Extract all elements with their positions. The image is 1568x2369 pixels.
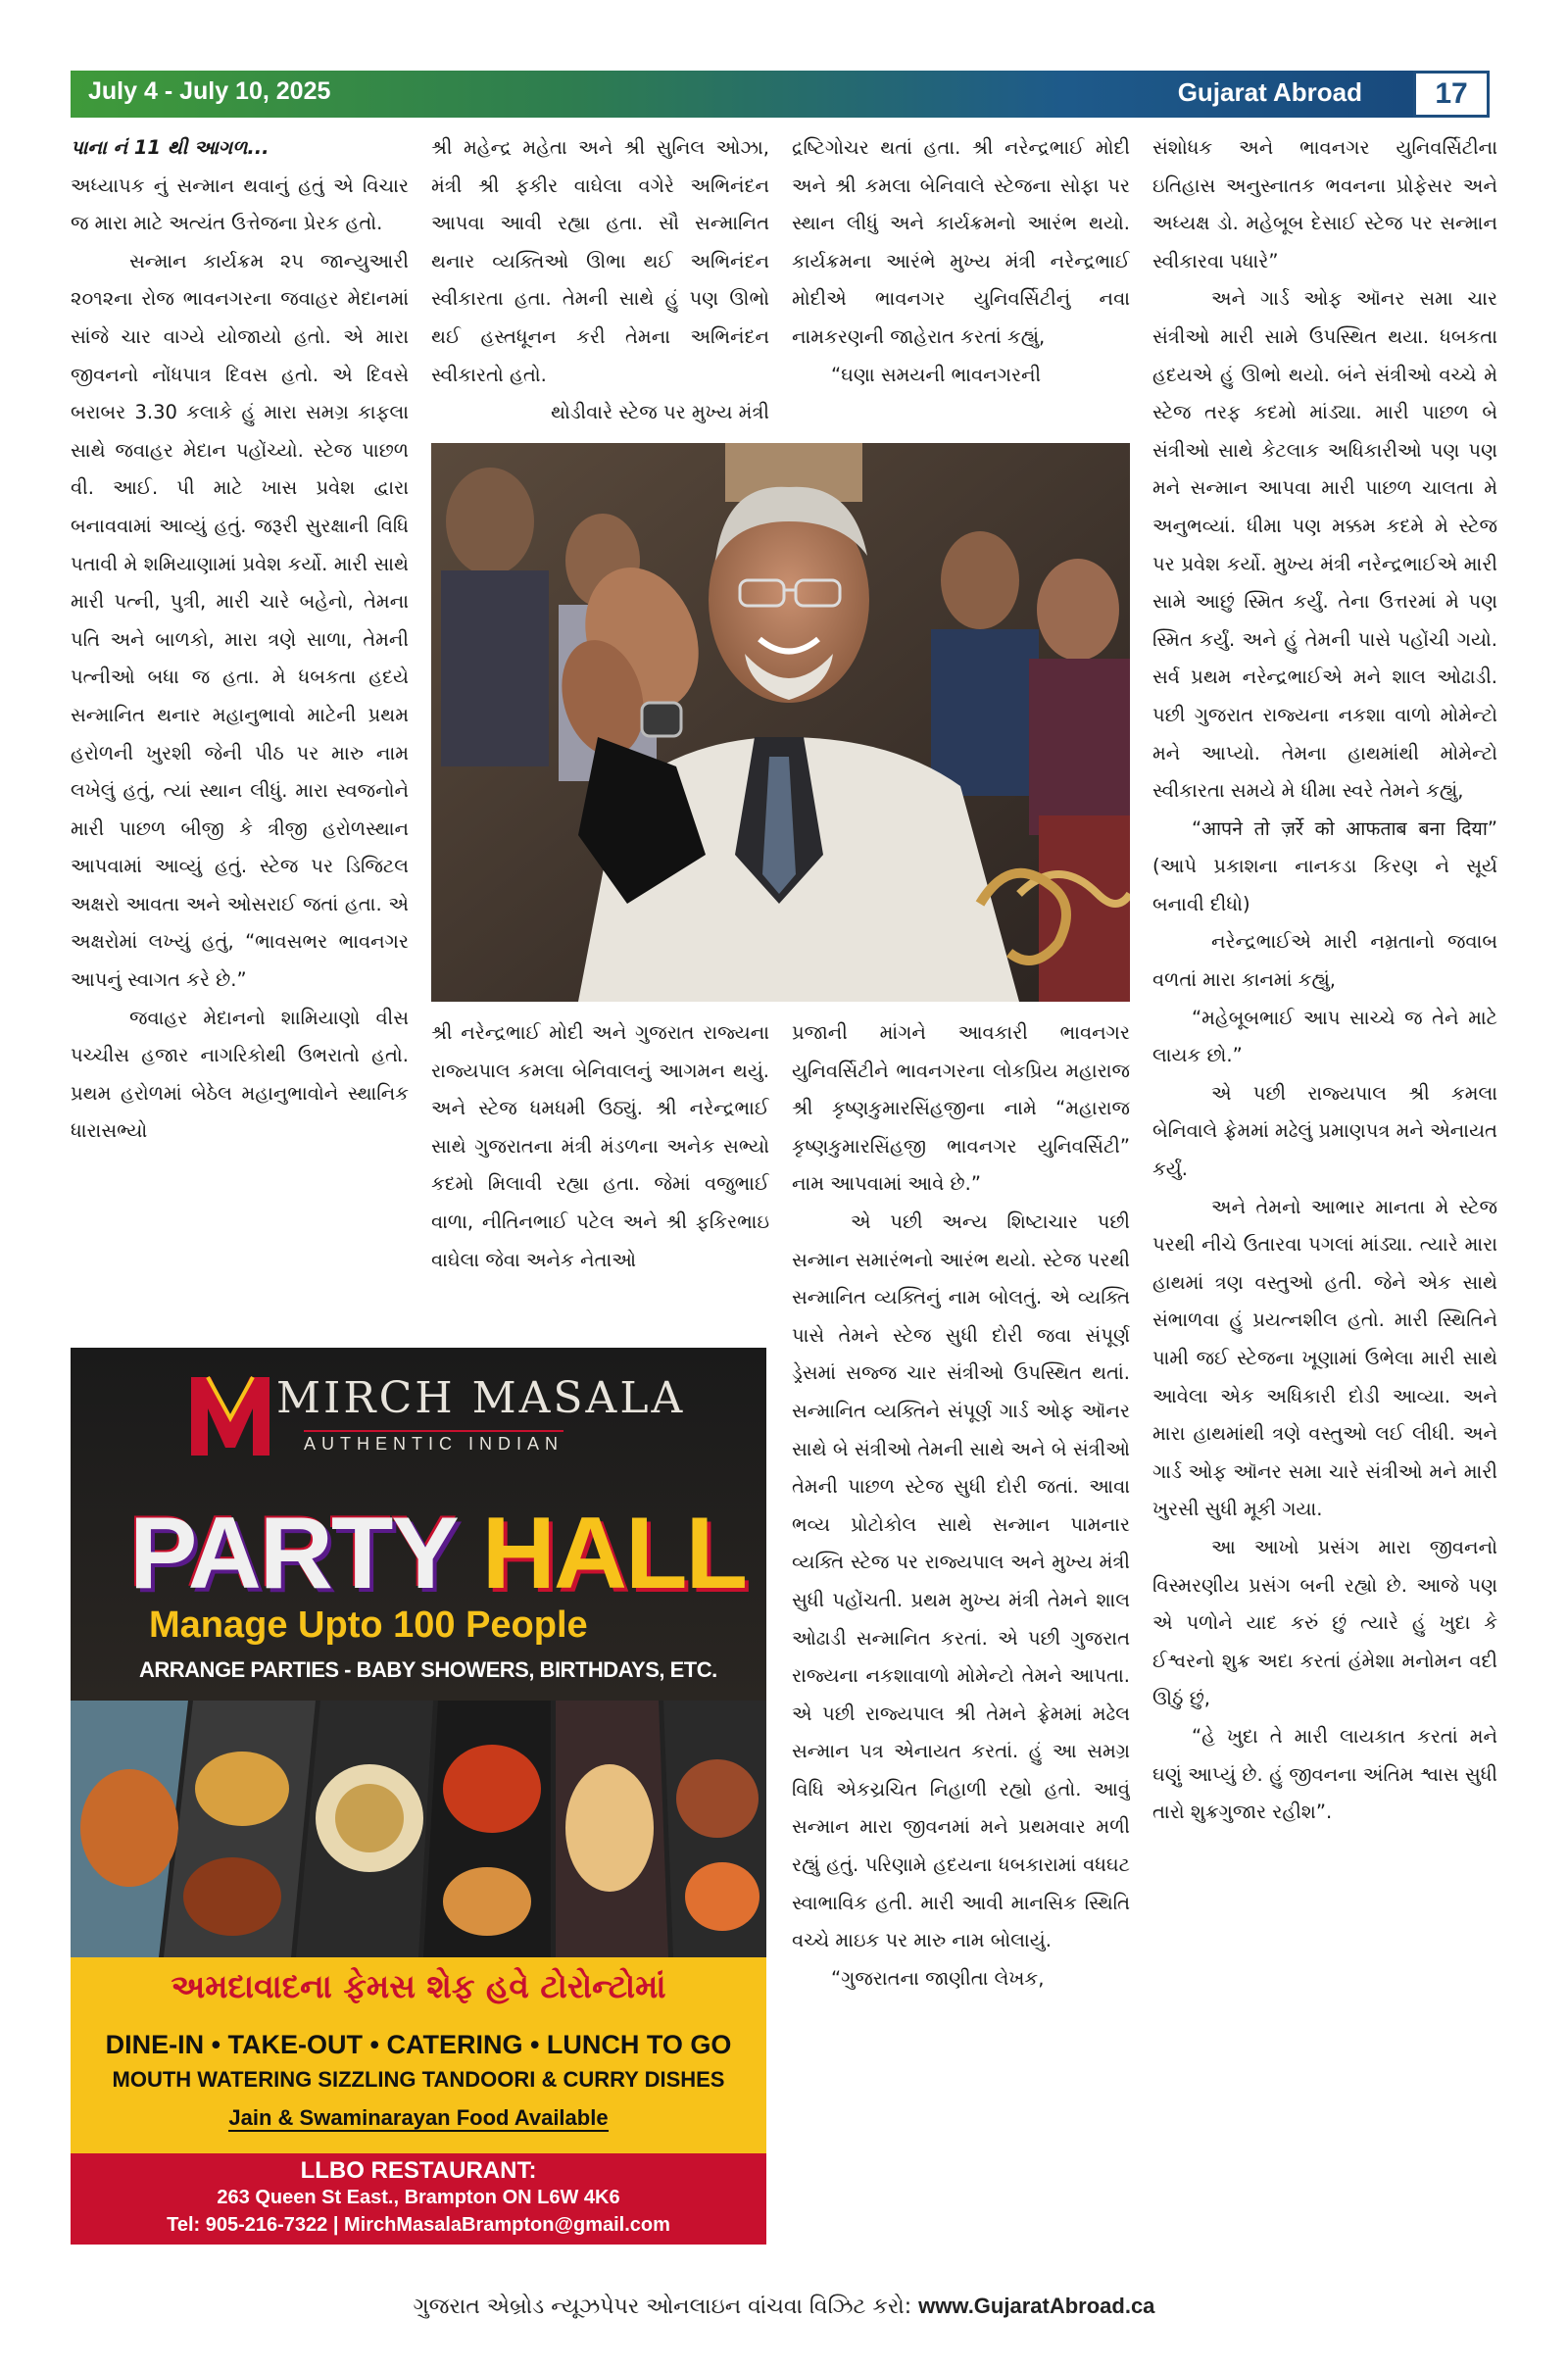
mirch-masala-logo-icon [186,1369,274,1459]
article-column-2-bottom [431,1014,769,1348]
article-column-2-top [431,129,769,423]
paragraph: અને ગાર્ડ ઓફ ઑનર સમા ચાર સંત્રીઓ મારી સામે ઉપસ્થિત થયા. ધબકતા હદયએ હું ઊભો થયો. બંને સંત્રીઓ વચ્ચે મે સ્ટેજ તરફ કદમો માંડ્યા. મારી પાછળ બે સંત્રીઓ સાથે કેટલાક અધિકારીઓ પણ પણ મને સન્માન આપવા મારી પાછળ ચાલતા મે અનુભવ્યાં. ધીમા પણ મક્કમ કદમે મે સ્ટેજ પર પ્રવેશ કર્યો. મુખ્ય મંત્રી નરેન્દ્રભાઈએ મારી સામે આછું સ્મિત કર્યું. તેના ઉત્તરમાં મે પણ સ્મિત કર્યું. અને હું તેમની પાસે પહોંચી ગયો. સર્વ પ્રથમ નરેન્દ્રભાઈએ મને શાલ ઓઢાડી. પછી ગુજરાત રાજ્યના નકશા વાળો મોમેન્ટો મને આપ્યો. તેમના હાથમાંથી મોમેન્ટો સ્વીકારતા સમયે મે ધીમા સ્વરે તેમને કહ્યું, [1152,287,1497,803]
ad-arrange-line: ARRANGE PARTIES - BABY SHOWERS, BIRTHDAYS, ETC. [139,1657,717,1682]
ad-headline-hall: HALL [481,1497,747,1610]
paragraph: એ પછી અન્ય શિષ્ટાચાર પછી સન્માન સમારંભનો આરંભ થયો. સ્ટેજ પરથી સન્માનિત વ્યક્તિનું નામ બોલતું. એ વ્યક્તિ પાસે તેમને સ્ટેજ સુધી દોરી જવા સંપૂર્ણ ડ્રેસમાં સજ્જ ચાર સંત્રીઓ ઉપસ્થિત થતાં. સન્માનિત વ્યક્તિને સંપૂર્ણ ગાર્ડ ઓફ ઑનર સાથે બે સંત્રીઓ તેમની સાથે અને બે સંત્રીઓ તેમની પાછળ સ્ટેજ સુધી દોરી જતાં. આવા ભવ્ય પ્રોટોકોલ સાથે સન્માન પામનાર વ્યક્તિ સ્ટેજ પર રાજ્યપાલ અને મુખ્ય મંત્રી સુધી પહોંચતી. પ્રથમ મુખ્ય મંત્રી તેમને શાલ ઓઢાડી સન્માનિત કરતાં. એ પછી ગુજરાત રાજ્યના નકશાવાળો મોમેન્ટો તેમને આપતા. એ પછી રાજ્યપાલ શ્રી તેમને ફ્રેમમાં મઢેલ સન્માન પત્ર એનાયત કરતાં. હું આ સમગ્ર વિધિ એકચ્રચિત નિહાળી રહ્યો હતો. આવું સન્માન મારા જીવનમાં મને પ્રથમવાર મળી રહ્યું હતું. પરિણામે હદયના ધબકારામાં વધઘટ સ્વાભાવિક હતી. મારી આવી માનસિક સ્થિતિ વચ્ચે માઇક પર મારુ નામ બોલાયું. [792,1209,1130,1952]
ad-brand-name: MIRCH MASALA [276,1373,686,1423]
paragraph: થોડીવારે સ્ટેજ પર મુખ્ય મંત્રી [550,401,769,423]
footer-url[interactable]: www.GujaratAbroad.ca [918,2294,1155,2318]
paragraph: અને તેમનો આભાર માનતા મે સ્ટેજ પરથી નીચે ઉતારવા પગલાં માંડ્યા. ત્યારે મારા હાથમાં ત્રણ વસ્તુઓ હતી. જેને એક સાથે સંભાળવા હું પ્રયત્નશીલ હતો. મારી સ્થિતિને પામી જઈ સ્ટેજના ખૂણામાં ઉભેલા મારી સાથે આવેલા એક અધિકારી દોડી આવ્યા. અને મારા હાથમાંથી ત્રણે વસ્તુઓ લઈ લીધી. અને ગાર્ડ ઓફ ઑનર સમા ચારે સંત્રીઓ મને મારી ખુરસી સુધી મૂકી ગયા. [1152,1195,1497,1521]
restaurant-advertisement [71,1348,766,2245]
ad-food-note-wrap [71,2105,766,2131]
ad-food-note: Jain & Swaminarayan Food Available [228,2105,609,2130]
food-dishes-icon [71,1701,766,1957]
ad-gujarati-line: અમદાવાદના ફેમસ શેફ હવે ટોરોન્ટોમાં [171,1967,666,2005]
ad-headline-party: PARTY [129,1497,456,1610]
paragraph: પ્રજાની માંગને આવકારી ભાવનગર યુનિવર્સિટીને ભાવનગરના લોકપ્રિય મહારાજ શ્રી કૃષ્ણકુમારસિંહજીના નામે “મહારાજ કૃષ્ણકુમારસિંહજી ભાવનગર યુનિવર્સિટી” નામ આપવામાં આવે છે.” [792,1021,1130,1196]
ad-headline [129,1497,747,1610]
continued-from: પાના નં 11 થી આગળ... [71,136,270,159]
ad-brand-tagline: AUTHENTIC INDIAN [304,1430,564,1455]
article-photo [431,443,1130,1002]
article-column-1 [71,129,409,1333]
ad-contact: Tel: 905-216-7322 | MirchMasalaBrampton@gmail.com [167,2214,670,2236]
page-header [71,71,1490,118]
paragraph: સંશોધક અને ભાવનગર યુનિવર્સિટીના ઇતિહાસ અનુસ્નાતક ભવનના પ્રોફેસર અને અધ્યક્ષ ડો. મહેબૂબ દેસાઈ સ્ટેજ પર સન્માન સ્વીકારવા પધારે” [1152,136,1497,272]
paragraph: અધ્યાપક નું સન્માન થવાનું હતું એ વિચાર જ મારા માટે અત્યંત ઉત્તેજના પ્રેરક હતો. [71,173,409,235]
article-column-3-bottom [792,1014,1130,2249]
ad-dishes-line: MOUTH WATERING SIZZLING TANDOORI & CURRY DISHES [112,2067,725,2092]
paragraph: “ઘણા સમયની ભાવનગરની [831,363,1042,386]
paragraph: નરેન્દ્રભાઈએ મારી નમ્રતાનો જવાબ વળતાં મારા કાનમાં કહ્યું, [1152,930,1497,992]
person-clapping-photo [431,443,1130,1002]
article-column-3-top [792,129,1130,443]
paragraph: સન્માન કાર્યક્રમ ૨૫ જાન્યુઆરી ૨૦૧૨ના રોજ ભાવનગરના જવાહર મેદાનમાં સાંજે ચાર વાગ્યે યોજાયો હતો. એ મારા જીવનનો નોંધપાત્ર દિવસ હતો. એ દિવસે બરાબર 3.30 કલાકે હું મારા સમગ્ર કાફલા સાથે જવાહર મેદાન પહોંચ્યો. સ્ટેજ પાછળ વી. આઈ. પી માટે ખાસ પ્રવેશ દ્વારા બનાવવામાં આવ્યું હતું. જરૂરી સુરક્ષાની વિધિ પતાવી મે શમિયાણામાં પ્રવેશ કર્યો. મારી સાથે મારી પત્ની, પુત્રી, મારી ચારે બહેનો, તેમના પતિ અને બાળકો, મારા ત્રણે સાળા, તેમની પત્નીઓ બધા જ હતા. મે ધબકતા હદયે સન્માનિત થનાર મહાનુભાવો માટેની પ્રથમ હરોળની ખુરશી જેની પીઠ પર મારુ નામ લખેલું હતું, ત્યાં સ્થાન લીધું. મારા સ્વજનોને મારી પાછળ બીજી કે ત્રીજી હરોળસ્થાન આપવામાં આવ્યું હતું. સ્ટેજ પર ડિજિટલ અક્ષરો આવતા અને ઓસરાઈ જતાં હતા. એ અક્ષરોમાં લખ્યું હતું, “ભાવસભર ભાવનગર આપનું સ્વાગત કરે છે.” [71,249,409,992]
paragraph: શ્રી નરેન્દ્રભાઈ મોદી અને ગુજરાત રાજ્યના રાજ્યપાલ કમલા બેનિવાલનું આગમન થયું. અને સ્ટેજ ધમધમી ઉઠ્યું. શ્રી નરેન્દ્રભાઈ સાથે ગુજરાતના મંત્રી મંડળના અનેક સભ્યો કદમો મિલાવી રહ્યા હતા. જેમાં વજુભાઈ વાળા, નીતિનભાઈ પટેલ અને શ્રી ફકિરભાઇ વાઘેલા જેવા અનેક નેતાઓ [431,1021,769,1271]
article-column-4 [1152,129,1497,2276]
paragraph: “ગુજરાતના જાણીતા લેખક, [831,1966,1045,1990]
ad-subheadline: Manage Upto 100 People [149,1604,588,1646]
ad-food-collage [71,1701,766,1957]
paragraph: “आपने तो ज़र्रे को आफताब बना दिया” (આપે પ્રકાશના નાનકડા કિરણ ને સૂર્ય બનાવી દીધો) [1152,816,1497,915]
paragraph: “મહેબૂબભાઈ આપ સાચ્ચે જ તેને માટે લાયક છો.” [1152,1006,1497,1067]
paragraph: શ્રી મહેન્દ્ર મહેતા અને શ્રી સુનિલ ઓઝા, મંત્રી શ્રી ફકીર વાઘેલા વગેરે અભિનંદન આપવા આવી રહ્યા હતા. સૌ સન્માનિત થનાર વ્યક્તિઓ ઊભા થઈ અભિનંદન સ્વીકારતા હતા. તેમની સાથે હું પણ ઊભો થઈ હસ્તધૂનન કરી તેમના અભિનંદન સ્વીકારતો હતો. [431,136,769,386]
page-footer [0,2294,1568,2319]
paragraph: એ પછી રાજ્યપાલ શ્રી કમલા બેનિવાલે ફ્રેમમાં મઢેલું પ્રમાણપત્ર મને એનાયત કર્યું. [1152,1081,1497,1181]
paragraph: આ આખો પ્રસંગ મારા જીવનનો વિસ્મરણીય પ્રસંગ બની રહ્યો છે. આજે પણ એ પળોને યાદ કરું છું ત્યારે હું ખુદા કે ઈશ્વરનો શુક્ર અદા કરતાં હંમેશા મનોમન વદી ઊઠું છું, [1152,1535,1497,1710]
publication-name: Gujarat Abroad [1177,77,1362,107]
paragraph: જવાહર મેદાનનો શામિયાણો વીસ પચ્ચીસ હજાર નાગરિકોથી ઉભરાતો હતો. પ્રથમ હરોળમાં બેઠેલ મહાનુભાવોને સ્થાનિક ધારાસભ્યો [71,1006,409,1143]
issue-date: July 4 - July 10, 2025 [88,77,331,105]
ad-services-line: DINE-IN • TAKE-OUT • CATERING • LUNCH TO GO [105,2030,732,2059]
footer-text: ગુજરાત એબ્રોડ ન્યૂઝપેપર ઓનલાઇન વાંચવા વિઝિટ કરો: [413,2295,912,2319]
paragraph: “હે ખુદા તે મારી લાયકાત કરતાં મને ઘણું આપ્યું છે. હું જીવનના અંતિમ શ્વાસ સુધી તારો શુક્રગુજાર રહીશ”. [1152,1724,1497,1824]
page-number: 17 [1413,71,1490,118]
ad-address: 263 Queen St East., Brampton ON L6W 4K6 [217,2187,620,2208]
ad-llbo: LLBO RESTAURANT: [300,2157,537,2184]
paragraph: દ્રષ્ટિગોચર થતાં હતા. શ્રી નરેન્દ્રભાઈ મોદી અને શ્રી કમલા બેનિવાલે સ્ટેજના સોફા પર સ્થાન લીધું અને કાર્યક્રમનો આરંભ થયો. કાર્યક્રમના આરંભે મુખ્ય મંત્રી નરેન્દ્રભાઈ મોદીએ ભાવનગર યુનિવર્સિટીનું નવા નામકરણની જાહેરાત કરતાં કહ્યું, [792,136,1130,348]
